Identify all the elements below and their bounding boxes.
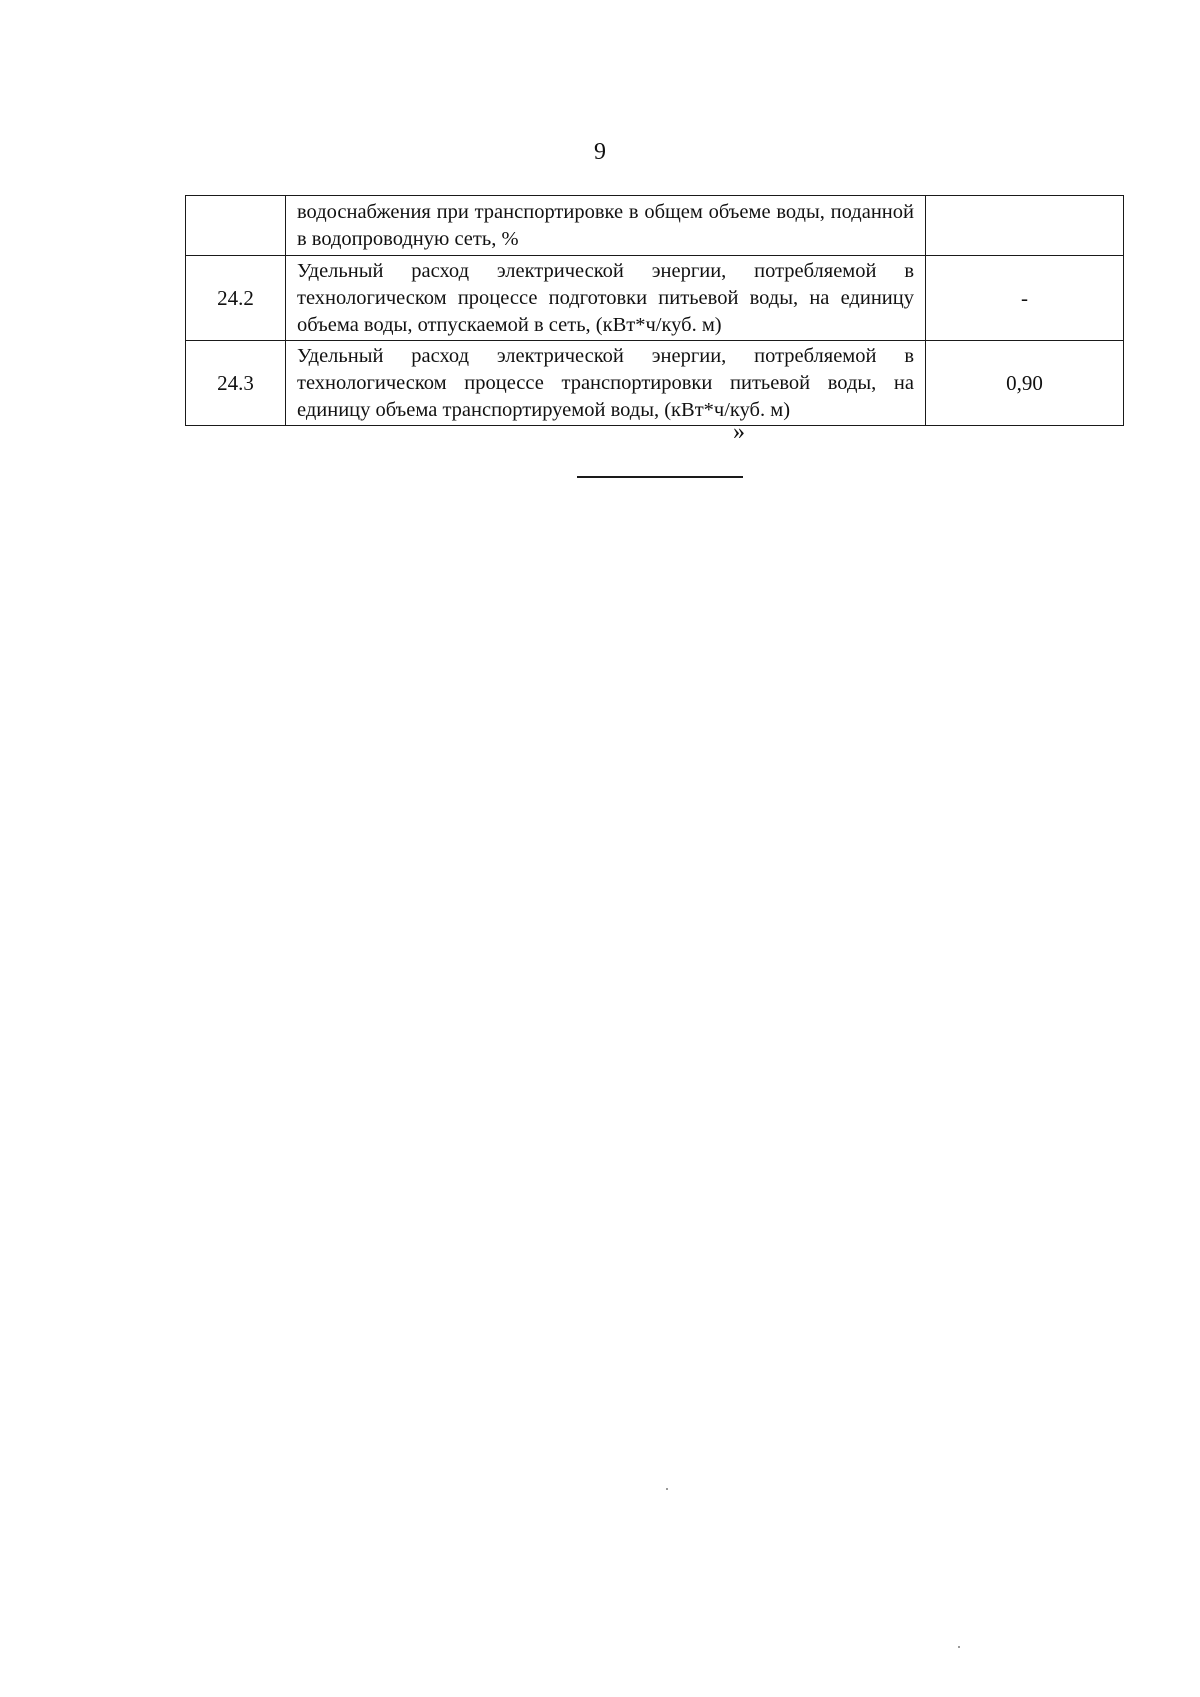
- indicators-table: [185, 195, 1124, 426]
- table-row: [186, 341, 1124, 426]
- row-number: [186, 196, 286, 256]
- end-rule: [577, 476, 743, 478]
- row-description: Удельный расход электрической энергии, потребляемой в технологическом процессе транспортировки питьевой воды, на единицу объема транспортируемой воды, (кВт*ч/куб. м): [286, 341, 926, 426]
- row-value: [926, 196, 1124, 256]
- table-row: [186, 256, 1124, 341]
- closing-quote: »: [733, 419, 745, 445]
- row-number: 24.2: [186, 256, 286, 341]
- row-value: -: [926, 256, 1124, 341]
- page-number: 9: [594, 139, 606, 165]
- row-description: Удельный расход электрической энергии, потребляемой в технологическом процессе подготовки питьевой воды, на единицу объема воды, отпускаемой в сеть, (кВт*ч/куб. м): [286, 256, 926, 341]
- scan-speck: [666, 1488, 668, 1490]
- row-value: 0,90: [926, 341, 1124, 426]
- table-row: [186, 196, 1124, 256]
- row-description: водоснабжения при транспортировке в общем объеме воды, поданной в водопроводную сеть, %: [286, 196, 926, 256]
- scan-speck: [958, 1646, 960, 1648]
- row-number: 24.3: [186, 341, 286, 426]
